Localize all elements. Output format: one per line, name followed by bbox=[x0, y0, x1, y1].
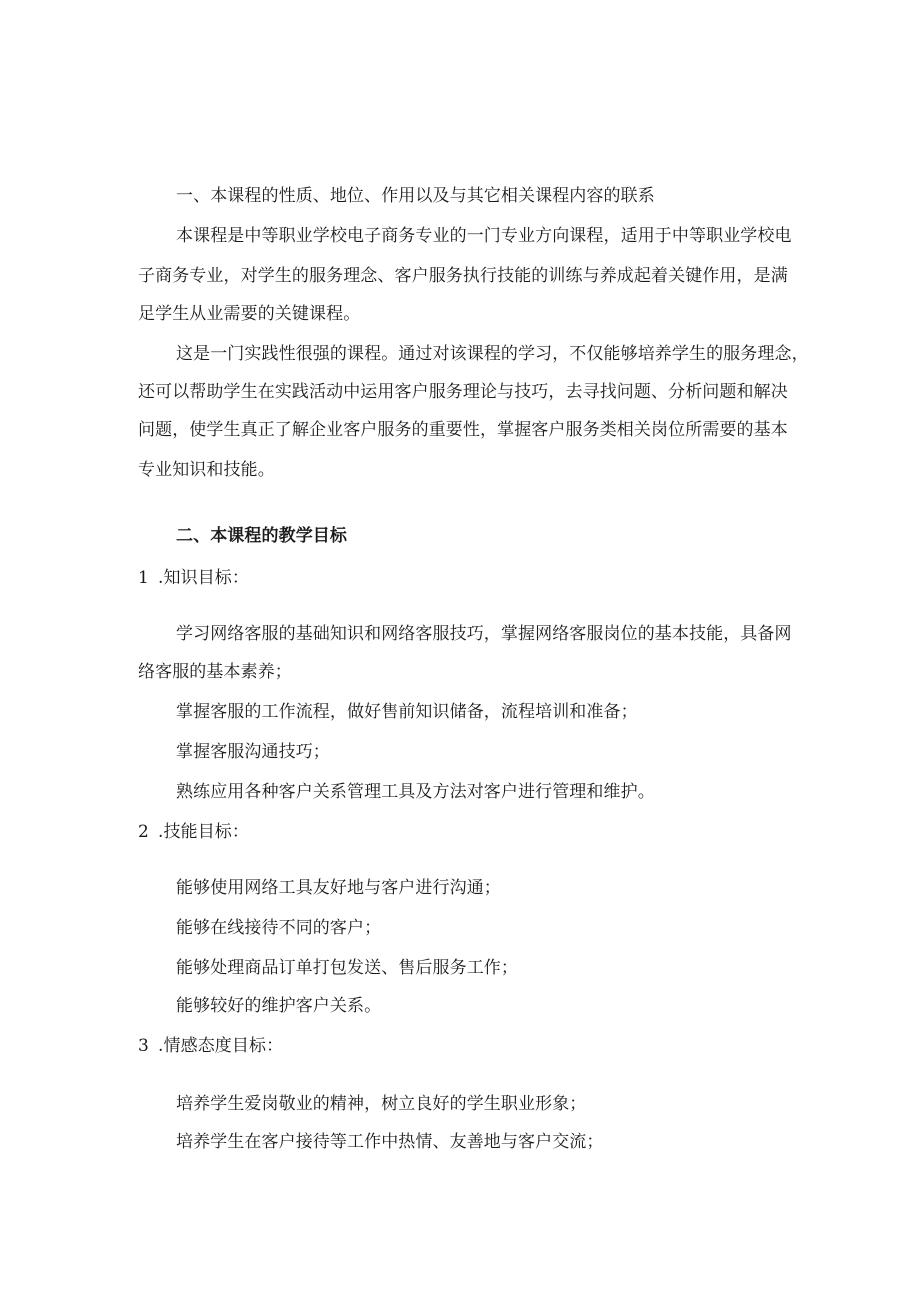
knowledge-goal-label: .知识目标： bbox=[158, 568, 250, 588]
skill-goal-label: .技能目标： bbox=[158, 822, 250, 842]
skill-goal-heading bbox=[138, 822, 249, 842]
skill-item4: 能够较好的维护客户关系。 bbox=[176, 996, 382, 1016]
skill-item1: 能够使用网络工具友好地与客户进行沟通； bbox=[176, 878, 501, 898]
skill-goal-number: 2 bbox=[138, 822, 149, 842]
section2-heading: 二、本课程的教学目标 bbox=[176, 526, 347, 546]
section1-heading: 一、本课程的性质、地位、作用以及与其它相关课程内容的联系 bbox=[176, 186, 655, 206]
section1-para2-line3: 问题，使学生真正了解企业客户服务的重要性，掌握客户服务类相关岗位所需要的基本 bbox=[138, 420, 788, 440]
knowledge-goal-number: 1 bbox=[138, 568, 149, 588]
knowledge-item1-line1: 学习网络客服的基础知识和网络客服技巧，掌握网络客服岗位的基本技能，具备网 bbox=[176, 624, 792, 644]
section1-para1-line1: 本课程是中等职业学校电子商务专业的一门专业方向课程，适用于中等职业学校电 bbox=[176, 226, 792, 246]
knowledge-item1-line2: 络客服的基本素养； bbox=[138, 662, 292, 682]
attitude-item1: 培养学生爱岗敬业的精神，树立良好的学生职业形象； bbox=[176, 1094, 587, 1114]
knowledge-item2: 掌握客服的工作流程，做好售前知识储备，流程培训和准备； bbox=[176, 702, 638, 722]
attitude-item2: 培养学生在客户接待等工作中热情、友善地与客户交流； bbox=[176, 1132, 604, 1152]
section1-para2-line4: 专业知识和技能。 bbox=[138, 460, 275, 480]
section1-para1-line2: 子商务专业，对学生的服务理念、客户服务执行技能的训练与养成起着关键作用，是满 bbox=[138, 266, 788, 286]
attitude-goal-label: .情感态度目标： bbox=[158, 1036, 284, 1056]
knowledge-item4: 熟练应用各种客户关系管理工具及方法对客户进行管理和维护。 bbox=[176, 782, 655, 802]
skill-item3: 能够处理商品订单打包发送、售后服务工作； bbox=[176, 958, 518, 978]
attitude-goal-heading bbox=[138, 1036, 283, 1056]
skill-item2: 能够在线接待不同的客户； bbox=[176, 918, 382, 938]
attitude-goal-number: 3 bbox=[138, 1036, 149, 1056]
section1-para2-line1: 这是一门实践性很强的课程。通过对该课程的学习，不仅能够培养学生的服务理念， bbox=[176, 344, 809, 364]
section1-para2-line2: 还可以帮助学生在实践活动中运用客户服务理论与技巧，去寻找问题、分析问题和解决 bbox=[138, 382, 788, 402]
knowledge-item3: 掌握客服沟通技巧； bbox=[176, 742, 330, 762]
knowledge-goal-heading bbox=[138, 568, 249, 588]
section1-para1-line3: 足学生从业需要的关键课程。 bbox=[138, 304, 361, 324]
